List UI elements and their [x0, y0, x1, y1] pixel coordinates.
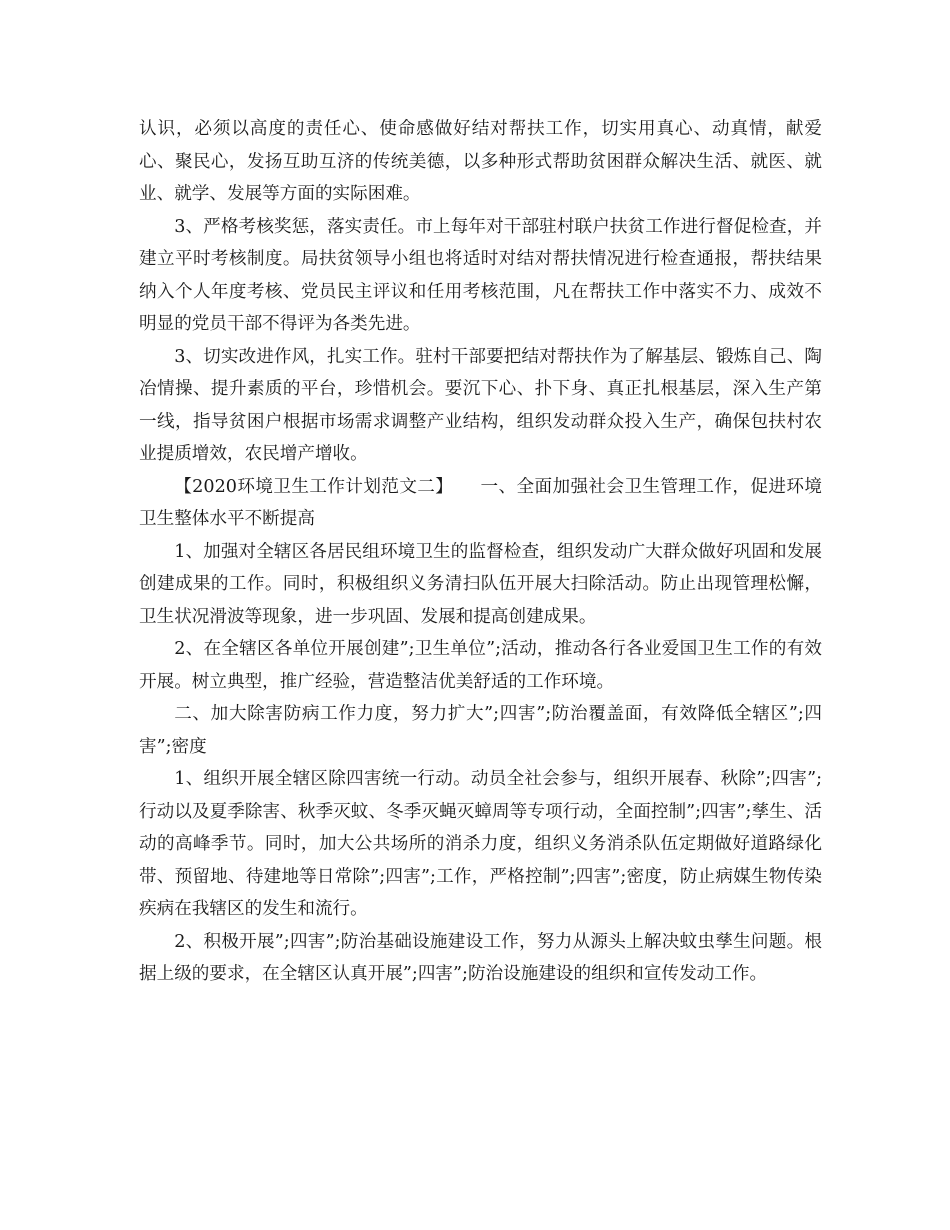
- document-body: [139, 113, 822, 991]
- paragraph-infrastructure: 2、积极开展”;四害”;防治基础设施建设工作，努力从源头上解决蚊虫孳生问题。根据上级的要求，在全辖区认真开展”;四害”;防治设施建设的组织和宣传发动工作。: [139, 931, 822, 984]
- section-heading-sample-two: 【2020环境卫生工作计划范文二】 一、全面加强社会卫生管理工作，促进环境卫生整体水平不断提高: [139, 476, 822, 529]
- paragraph-health-units: 2、在全辖区各单位开展创建”;卫生单位”;活动，推动各行各业爱国卫生工作的有效开展。树立典型，推广经验，营造整洁优美舒适的工作环境。: [139, 639, 822, 692]
- paragraph-unified-action: 1、组织开展全辖区除四害统一行动。动员全社会参与，组织开展春、秋除”;四害”;行动以及夏季除害、秋季灭蚊、冬季灭蝇灭蟑周等专项行动，全面控制”;四害”;孳生、活动的高峰季节。同时，加大公共场所的消杀力度，组织义务消杀队伍定期做好道路绿化带、预留地、待建地等日常除”;四害”;工作，严格控制”;四害”;密度，防止病媒生物传染疾病在我辖区的发生和流行。: [139, 769, 822, 919]
- paragraph-continuation: 认识，必须以高度的责任心、使命感做好结对帮扶工作，切实用真心、动真情，献爱心、聚民心，发扬互助互济的传统美德，以多种形式帮助贫困群众解决生活、就医、就业、就学、发展等方面的实际困难。: [139, 119, 822, 204]
- paragraph-work-style: 3、切实改进作风，扎实工作。驻村干部要把结对帮扶作为了解基层、锻炼自己、陶冶情操、提升素质的平台，珍惜机会。要沉下心、扑下身、真正扎根基层，深入生产第一线，指导贫困户根据市场需求调整产业结构，组织发动群众投入生产，确保包扶村农业提质增效，农民增产增收。: [139, 346, 822, 464]
- paragraph-pest-control-heading: 二、加大除害防病工作力度，努力扩大”;四害”;防治覆盖面，有效降低全辖区”;四害”;密度: [139, 704, 822, 757]
- paragraph-assessment: 3、严格考核奖惩，落实责任。市上每年对干部驻村联户扶贫工作进行督促检查，并建立平时考核制度。局扶贫领导小组也将适时对结对帮扶情况进行检查通报，帮扶结果纳入个人年度考核、党员民主评议和任用考核范围，凡在帮扶工作中落实不力、成效不明显的党员干部不得评为各类先进。: [139, 216, 822, 334]
- paragraph-supervision: 1、加强对全辖区各居民组环境卫生的监督检查，组织发动广大群众做好巩固和发展创建成果的工作。同时，积极组织义务清扫队伍开展大扫除活动。防止出现管理松懈，卫生状况滑波等现象，进一步巩固、发展和提高创建成果。: [139, 541, 822, 627]
